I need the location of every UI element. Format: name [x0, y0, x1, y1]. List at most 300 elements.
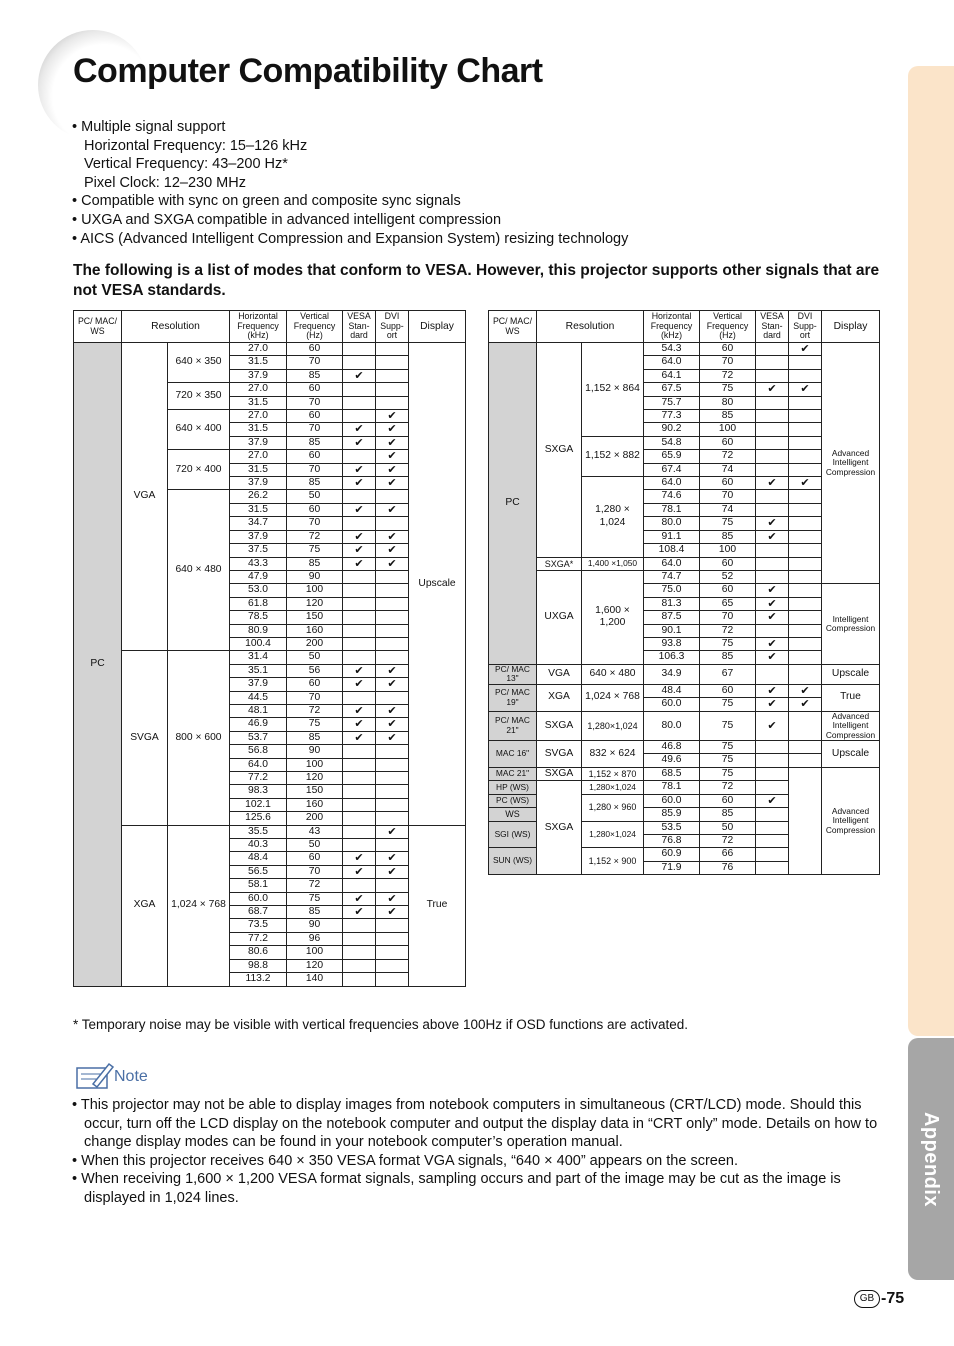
- horizontal-frequency: 47.9: [230, 570, 287, 583]
- vesa-check: ✔: [343, 503, 376, 516]
- vesa-empty: [756, 821, 789, 834]
- vesa-check: ✔: [343, 718, 376, 731]
- platform-mac13: PC/ MAC 13": [489, 664, 537, 684]
- vertical-frequency: 85: [287, 731, 343, 744]
- signal: VGA: [537, 664, 582, 684]
- table-row: [489, 343, 880, 356]
- dvi-empty: [376, 973, 409, 986]
- vesa-empty: [343, 745, 376, 758]
- horizontal-frequency: 58.1: [230, 879, 287, 892]
- vertical-frequency: 76: [700, 861, 756, 874]
- vesa-empty: [343, 490, 376, 503]
- vesa-empty: [343, 624, 376, 637]
- dvi-check: ✔: [376, 530, 409, 543]
- horizontal-frequency: 53.0: [230, 584, 287, 597]
- dvi-check: ✔: [376, 892, 409, 905]
- vertical-frequency: 75: [700, 383, 756, 396]
- vesa-check: ✔: [343, 557, 376, 570]
- dvi-check: ✔: [376, 664, 409, 677]
- vertical-frequency: 60: [700, 436, 756, 449]
- horizontal-frequency: 48.4: [230, 852, 287, 865]
- vesa-empty: [756, 503, 789, 516]
- horizontal-frequency: 77.2: [230, 772, 287, 785]
- horizontal-frequency: 85.9: [644, 808, 700, 821]
- vertical-frequency: 96: [287, 932, 343, 945]
- vesa-check: ✔: [343, 892, 376, 905]
- vertical-frequency: 60: [700, 557, 756, 570]
- vertical-frequency: 85: [287, 557, 343, 570]
- header-display: Display: [409, 311, 466, 343]
- vesa-check: ✔: [343, 704, 376, 717]
- display-mode: True: [409, 825, 466, 986]
- resolution: 640 × 480: [168, 490, 230, 651]
- vertical-frequency: 70: [287, 691, 343, 704]
- vesa-empty: [343, 772, 376, 785]
- vesa-check: ✔: [756, 584, 789, 597]
- dvi-empty: [376, 879, 409, 892]
- vertical-frequency: 120: [287, 772, 343, 785]
- vertical-frequency: 100: [287, 758, 343, 771]
- platform-pc-ws: PC (WS): [489, 794, 537, 807]
- vesa-empty: [756, 356, 789, 369]
- horizontal-frequency: 48.4: [644, 684, 700, 697]
- note-title: Note: [114, 1068, 148, 1085]
- signal-xga: XGA: [122, 825, 168, 986]
- vesa-empty: [756, 544, 789, 557]
- vertical-frequency: 85: [700, 530, 756, 543]
- header-resolution: Resolution: [537, 311, 644, 343]
- vertical-frequency: 50: [287, 651, 343, 664]
- horizontal-frequency: 64.1: [644, 369, 700, 382]
- horizontal-frequency: 26.2: [230, 490, 287, 503]
- vertical-frequency: 60: [287, 343, 343, 356]
- horizontal-frequency: 27.0: [230, 410, 287, 423]
- vertical-frequency: 75: [700, 754, 756, 767]
- vesa-empty: [343, 812, 376, 825]
- table-row: [74, 343, 466, 356]
- dvi-empty: [789, 410, 822, 423]
- header-dvi: DVI Supp-ort: [789, 311, 822, 343]
- horizontal-frequency: 27.0: [230, 383, 287, 396]
- vesa-check: ✔: [756, 637, 789, 650]
- dvi-check: ✔: [376, 503, 409, 516]
- signal-uxga: UXGA: [537, 570, 582, 664]
- horizontal-frequency: 90.2: [644, 423, 700, 436]
- dvi-empty: [376, 932, 409, 945]
- vesa-check: ✔: [343, 463, 376, 476]
- vertical-frequency: 120: [287, 959, 343, 972]
- horizontal-frequency: 81.3: [644, 597, 700, 610]
- vertical-frequency: 200: [287, 637, 343, 650]
- dvi-check: ✔: [376, 544, 409, 557]
- vertical-frequency: 70: [287, 865, 343, 878]
- vertical-frequency: 43: [287, 825, 343, 838]
- vertical-frequency: 80: [700, 396, 756, 409]
- vertical-frequency: 85: [700, 808, 756, 821]
- table-row: [489, 767, 880, 780]
- horizontal-frequency: 64.0: [644, 477, 700, 490]
- vertical-frequency: 90: [287, 745, 343, 758]
- resolution: 1,024 × 768: [168, 825, 230, 986]
- dvi-check: ✔: [376, 477, 409, 490]
- vesa-empty: [343, 959, 376, 972]
- table-row: [489, 741, 880, 754]
- horizontal-frequency: 37.9: [230, 369, 287, 382]
- horizontal-frequency: 37.5: [230, 544, 287, 557]
- resolution: 1,152 × 882: [582, 436, 644, 476]
- vesa-empty: [756, 423, 789, 436]
- header-vesa: VESA Stan-dard: [343, 311, 376, 343]
- vesa-empty: [756, 861, 789, 874]
- horizontal-frequency: 102.1: [230, 798, 287, 811]
- vesa-check: ✔: [756, 530, 789, 543]
- vesa-empty: [756, 808, 789, 821]
- dvi-empty: [789, 396, 822, 409]
- resolution: 800 × 600: [168, 651, 230, 825]
- vertical-frequency: 56: [287, 664, 343, 677]
- vertical-frequency: 50: [700, 821, 756, 834]
- signal-sxga: SXGA: [537, 781, 582, 875]
- vesa-check: ✔: [343, 436, 376, 449]
- vertical-frequency: 160: [287, 624, 343, 637]
- dvi-empty: [376, 570, 409, 583]
- dvi-empty: [376, 959, 409, 972]
- horizontal-frequency: 48.1: [230, 704, 287, 717]
- table-row: [74, 825, 466, 838]
- dvi-empty: [376, 745, 409, 758]
- vertical-frequency: 50: [287, 839, 343, 852]
- header-vertical: Vertical Frequency (Hz): [287, 311, 343, 343]
- resolution: 640 × 400: [168, 410, 230, 450]
- vertical-frequency: 160: [287, 798, 343, 811]
- vesa-empty: [343, 597, 376, 610]
- dvi-check: ✔: [376, 852, 409, 865]
- dvi-empty: [789, 369, 822, 382]
- vertical-frequency: 75: [287, 544, 343, 557]
- vertical-frequency: 72: [700, 781, 756, 794]
- dvi-empty: [376, 651, 409, 664]
- horizontal-frequency: 108.4: [644, 544, 700, 557]
- dvi-check: ✔: [789, 343, 822, 356]
- vesa-empty: [756, 490, 789, 503]
- table-header-row: [74, 311, 466, 343]
- table-row: [489, 711, 880, 741]
- vesa-check: ✔: [343, 423, 376, 436]
- dvi-empty: [789, 463, 822, 476]
- vesa-check: ✔: [343, 865, 376, 878]
- header-resolution: Resolution: [122, 311, 230, 343]
- horizontal-frequency: 54.3: [644, 343, 700, 356]
- vertical-frequency: 72: [700, 624, 756, 637]
- vesa-empty: [343, 839, 376, 852]
- dvi-empty: [376, 597, 409, 610]
- vertical-frequency: 72: [287, 879, 343, 892]
- vesa-check: ✔: [343, 369, 376, 382]
- horizontal-frequency: 65.9: [644, 450, 700, 463]
- vertical-frequency: 100: [700, 544, 756, 557]
- horizontal-frequency: 77.3: [644, 410, 700, 423]
- dvi-empty: [789, 423, 822, 436]
- horizontal-frequency: 53.7: [230, 731, 287, 744]
- dvi-empty: [376, 356, 409, 369]
- vesa-empty: [343, 932, 376, 945]
- feature-detail: Vertical Frequency: 43–200 Hz*: [84, 156, 288, 173]
- horizontal-frequency: 44.5: [230, 691, 287, 704]
- vertical-frequency: 72: [287, 530, 343, 543]
- horizontal-frequency: 37.9: [230, 477, 287, 490]
- vesa-empty: [343, 919, 376, 932]
- dvi-empty: [376, 396, 409, 409]
- vertical-frequency: 90: [287, 570, 343, 583]
- vesa-check: ✔: [756, 698, 789, 711]
- dvi-check: ✔: [376, 731, 409, 744]
- dvi-empty: [789, 544, 822, 557]
- vertical-frequency: 50: [287, 490, 343, 503]
- resolution: 1,280×1,024: [582, 821, 644, 848]
- vertical-frequency: 75: [700, 517, 756, 530]
- vertical-frequency: 70: [700, 490, 756, 503]
- resolution: 832 × 624: [582, 741, 644, 768]
- dvi-empty: [789, 624, 822, 637]
- vesa-empty: [343, 396, 376, 409]
- vesa-empty: [756, 396, 789, 409]
- horizontal-frequency: 56.5: [230, 865, 287, 878]
- vesa-check: ✔: [343, 544, 376, 557]
- platform-mac21: MAC 21": [489, 767, 537, 780]
- vertical-frequency: 70: [287, 396, 343, 409]
- vesa-check: ✔: [343, 530, 376, 543]
- vesa-check: ✔: [343, 731, 376, 744]
- vesa-check: ✔: [756, 383, 789, 396]
- vertical-frequency: 140: [287, 973, 343, 986]
- dvi-empty: [376, 772, 409, 785]
- horizontal-frequency: 31.5: [230, 423, 287, 436]
- note-item: When this projector receives 640 × 350 VESA format VGA signals, “640 × 400” appears on the screen.: [81, 1152, 739, 1169]
- vesa-empty: [343, 383, 376, 396]
- vertical-frequency: 60: [287, 852, 343, 865]
- dvi-empty: [789, 570, 822, 583]
- horizontal-frequency: 80.6: [230, 946, 287, 959]
- dvi-empty: [376, 785, 409, 798]
- vertical-frequency: 70: [700, 611, 756, 624]
- vertical-frequency: 75: [700, 711, 756, 741]
- table-row: [74, 651, 466, 664]
- notes-list: • This projector may not be able to display images from notebook computers in simultaneous (CRT/LCD) mode. Should this occur, turn off the LCD display on the notebook computer and output the display data in “CRT only” mode. Details on how to change display modes can be found in your notebook computer’s operation manual. • When this projector receives 640 × 350 VESA format VGA signals, “640 × 400” appears on the screen. • When receiving 1,600 × 1,200 VESA format signals, sampling occurs and part of the image may be cut as the image is displayed in 1,024 lines.: [72, 1097, 878, 1206]
- platform-sgi-ws: SGI (WS): [489, 821, 537, 848]
- horizontal-frequency: 34.9: [644, 664, 700, 684]
- vertical-frequency: 75: [700, 637, 756, 650]
- horizontal-frequency: 90.1: [644, 624, 700, 637]
- vertical-frequency: 75: [287, 718, 343, 731]
- vertical-frequency: 65: [700, 597, 756, 610]
- platform-mac16: MAC 16": [489, 741, 537, 768]
- horizontal-frequency: 80.0: [644, 517, 700, 530]
- vesa-empty: [343, 825, 376, 838]
- dvi-empty: [376, 611, 409, 624]
- resolution: 1,280 × 960: [582, 794, 644, 821]
- signal-sxga-star: SXGA*: [537, 557, 582, 570]
- page-number-text: -75: [881, 1290, 905, 1307]
- feature-item: AICS (Advanced Intelligent Compression and Expansion System) resizing technology: [80, 230, 629, 247]
- vesa-intro: The following is a list of modes that conform to VESA. However, this projector supports other signals that are not VESA standards.: [73, 262, 880, 299]
- display-mode: Intelligent Compression: [822, 584, 880, 664]
- vertical-frequency: 60: [287, 383, 343, 396]
- dvi-check: ✔: [376, 436, 409, 449]
- horizontal-frequency: 68.7: [230, 906, 287, 919]
- dvi-empty: [789, 517, 822, 530]
- dvi-empty: [376, 490, 409, 503]
- platform-pc: PC: [74, 343, 122, 987]
- horizontal-frequency: 27.0: [230, 450, 287, 463]
- horizontal-frequency: 73.5: [230, 919, 287, 932]
- vesa-empty: [756, 848, 789, 861]
- resolution: 1,400 ×1,050: [582, 557, 644, 570]
- horizontal-frequency: 35.1: [230, 664, 287, 677]
- horizontal-frequency: 68.5: [644, 767, 700, 780]
- horizontal-frequency: 80.0: [644, 711, 700, 741]
- vertical-frequency: 60: [700, 584, 756, 597]
- header-platform: PC/ MAC/ WS: [74, 311, 122, 343]
- horizontal-frequency: 31.4: [230, 651, 287, 664]
- resolution: 1,280×1,024: [582, 781, 644, 794]
- vesa-empty: [343, 973, 376, 986]
- horizontal-frequency: 75.0: [644, 584, 700, 597]
- horizontal-frequency: 98.3: [230, 785, 287, 798]
- vesa-empty: [343, 798, 376, 811]
- side-tab-background: [908, 66, 954, 1036]
- vertical-frequency: 67: [700, 664, 756, 684]
- resolution: 1,280 × 1,024: [582, 477, 644, 557]
- horizontal-frequency: 60.0: [644, 794, 700, 807]
- platform-pc: PC: [489, 343, 537, 665]
- dvi-check: ✔: [376, 865, 409, 878]
- vertical-frequency: 66: [700, 848, 756, 861]
- feature-list: • Multiple signal support Horizontal Frequency: 15–126 kHz Vertical Frequency: 43–200 Hz* Pixel Clock: 12–230 MHz • Compatible with sync on green and composite sync signals • UXGA and SXGA compatible in advanced intelligent compression • AICS (Advanced Intelligent Compression and Expansion System) resizing technology: [72, 118, 892, 248]
- vesa-check: ✔: [756, 651, 789, 664]
- vertical-frequency: 75: [700, 767, 756, 780]
- vesa-empty: [756, 624, 789, 637]
- vertical-frequency: 85: [287, 369, 343, 382]
- resolution: 720 × 400: [168, 450, 230, 490]
- vesa-empty: [343, 356, 376, 369]
- platform-sun-ws: SUN (WS): [489, 848, 537, 875]
- vertical-frequency: 85: [287, 477, 343, 490]
- horizontal-frequency: 40.3: [230, 839, 287, 852]
- vesa-empty: [343, 758, 376, 771]
- vesa-empty: [343, 410, 376, 423]
- vertical-frequency: 60: [700, 343, 756, 356]
- vesa-empty: [343, 450, 376, 463]
- dvi-check: ✔: [789, 477, 822, 490]
- signal: SVGA: [537, 741, 582, 768]
- vertical-frequency: 85: [700, 651, 756, 664]
- resolution: 1,600 × 1,200: [582, 570, 644, 664]
- vertical-frequency: 72: [700, 834, 756, 847]
- vesa-empty: [756, 410, 789, 423]
- dvi-check: ✔: [789, 698, 822, 711]
- table-row: [489, 557, 880, 570]
- dvi-empty: [376, 637, 409, 650]
- horizontal-frequency: 87.5: [644, 611, 700, 624]
- dvi-empty: [789, 530, 822, 543]
- page-title: Computer Compatibility Chart: [73, 52, 543, 90]
- horizontal-frequency: 61.8: [230, 597, 287, 610]
- footnote: * Temporary noise may be visible with vertical frequencies above 100Hz if OSD functions are activated.: [73, 1017, 689, 1032]
- vertical-frequency: 90: [287, 919, 343, 932]
- display-mode: Advanced Intelligent Compression: [822, 343, 880, 584]
- vertical-frequency: 72: [700, 369, 756, 382]
- dvi-empty: [376, 369, 409, 382]
- horizontal-frequency: 74.6: [644, 490, 700, 503]
- vesa-check: ✔: [343, 664, 376, 677]
- vesa-empty: [756, 557, 789, 570]
- dvi-empty: [789, 637, 822, 650]
- signal: XGA: [537, 684, 582, 711]
- dvi-check: ✔: [376, 423, 409, 436]
- horizontal-frequency: 125.6: [230, 812, 287, 825]
- vesa-check: ✔: [756, 794, 789, 807]
- horizontal-frequency: 113.2: [230, 973, 287, 986]
- horizontal-frequency: 53.5: [644, 821, 700, 834]
- vesa-empty: [343, 611, 376, 624]
- vertical-frequency: 150: [287, 785, 343, 798]
- vertical-frequency: 120: [287, 597, 343, 610]
- horizontal-frequency: 37.9: [230, 678, 287, 691]
- vesa-empty: [756, 834, 789, 847]
- horizontal-frequency: 31.5: [230, 396, 287, 409]
- vertical-frequency: 60: [700, 684, 756, 697]
- dvi-empty: [789, 450, 822, 463]
- vertical-frequency: 75: [700, 741, 756, 754]
- vesa-empty: [756, 570, 789, 583]
- vesa-empty: [343, 517, 376, 530]
- header-platform: PC/ MAC/ WS: [489, 311, 537, 343]
- dvi-empty: [789, 490, 822, 503]
- vesa-check: ✔: [756, 597, 789, 610]
- horizontal-frequency: 64.0: [230, 758, 287, 771]
- header-vesa: VESA Stan-dard: [756, 311, 789, 343]
- resolution: 1,152 × 864: [582, 343, 644, 437]
- vertical-frequency: 74: [700, 503, 756, 516]
- dvi-check: ✔: [789, 684, 822, 697]
- resolution: 1,280×1,024: [582, 711, 644, 741]
- dvi-empty: [376, 798, 409, 811]
- header-horizontal: Horizontal Frequency (kHz): [230, 311, 287, 343]
- dvi-empty: [789, 356, 822, 369]
- vesa-empty: [343, 785, 376, 798]
- feature-item: Multiple signal support: [81, 119, 226, 135]
- resolution: 1,152 × 870: [582, 767, 644, 780]
- table-row: [489, 664, 880, 684]
- vertical-frequency: 70: [287, 517, 343, 530]
- display-mode: Advanced Intelligent Compression: [822, 711, 880, 741]
- horizontal-frequency: 76.8: [644, 834, 700, 847]
- vesa-check: ✔: [343, 678, 376, 691]
- table-row: [489, 684, 880, 697]
- vesa-check: ✔: [343, 906, 376, 919]
- horizontal-frequency: 100.4: [230, 637, 287, 650]
- horizontal-frequency: 77.2: [230, 932, 287, 945]
- horizontal-frequency: 91.1: [644, 530, 700, 543]
- vesa-check: ✔: [756, 711, 789, 741]
- vertical-frequency: 60: [700, 794, 756, 807]
- horizontal-frequency: 60.0: [230, 892, 287, 905]
- dvi-empty: [789, 436, 822, 449]
- vertical-frequency: 70: [287, 423, 343, 436]
- resolution: 720 × 350: [168, 383, 230, 410]
- vertical-frequency: 72: [700, 450, 756, 463]
- dvi-check: ✔: [376, 463, 409, 476]
